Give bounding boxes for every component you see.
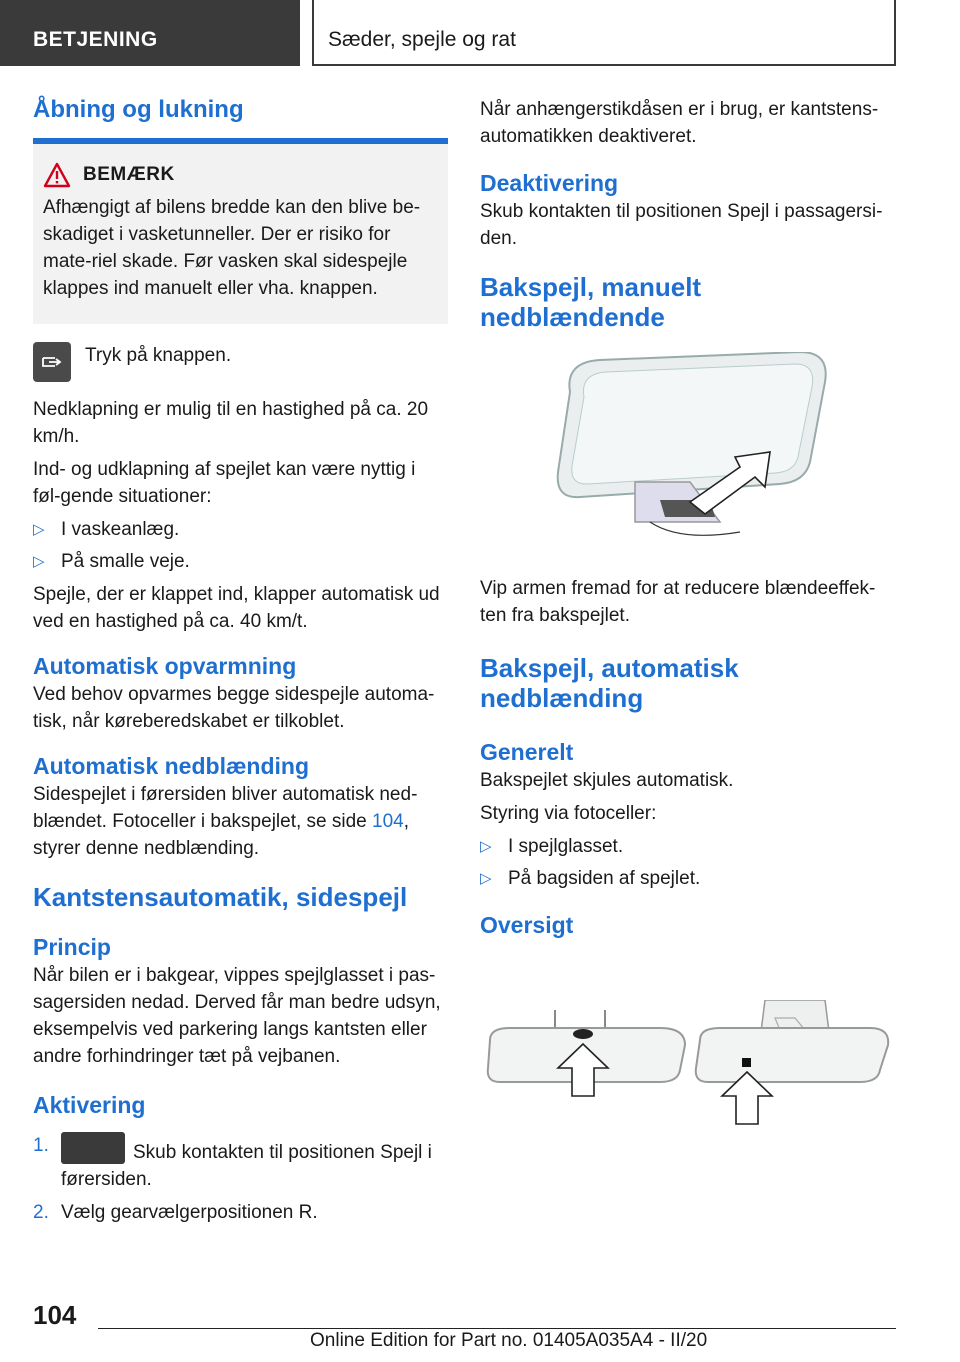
triangle-bullet-icon: ▷: [33, 553, 45, 570]
page-number: 104: [33, 1300, 77, 1330]
paragraph-manual: Vip armen fremad for at reducere blændeeffek-ten fra bakspejlet.: [480, 578, 876, 626]
note-box: [33, 144, 448, 324]
list-item: 2. Vælg gearvælgerpositionen R.: [33, 1202, 318, 1223]
paragraph-photocells: Styring via fotoceller:: [480, 803, 657, 824]
heading-auto-dimming: Automatisk nedblænding: [33, 753, 309, 779]
situations-list: [33, 516, 448, 575]
triangle-bullet-icon: ▷: [33, 521, 45, 538]
button-text: Tryk på knappen.: [85, 345, 232, 366]
edition-text: Online Edition for Part no. 01405A035A4 - II/20: [310, 1330, 708, 1351]
heading-automatic-dimming: Bakspejl, automatisk nedblænding: [480, 653, 739, 713]
heading-general: Generelt: [480, 739, 574, 765]
paragraph-speed: Nedklapning er mulig til en hastighed på ca. 20 km/h.: [33, 399, 429, 447]
triangle-bullet-icon: ▷: [480, 870, 492, 887]
mirror-photocells-overview-image: [480, 1000, 890, 1140]
paragraph-general: Bakspejlet skjules automatisk.: [480, 770, 734, 791]
note-text: Afhængigt af bilens bredde kan den blive be-skadiget i vasketunneller. Der er risiko for mate-riel skade. Før vasken skal sidespejle klappes ind manuelt eller vha. knappen.: [43, 197, 421, 299]
paragraph-auto-dimming: Sidespejlet i førersiden bliver automatisk ned-blændet. Fotoceller i bakspejlet, se side 104, styrer denne nedblænding.: [33, 784, 418, 859]
heading-activation: Aktivering: [33, 1092, 146, 1118]
mirror-fold-button-icon: [33, 342, 71, 382]
list-item: ▷ På bagsiden af spejlet.: [480, 865, 900, 892]
list-item: 1. Skub kontakten til positionen Spejl i førersiden.: [33, 1132, 448, 1193]
paragraph-auto-unfold: Spejle, der er klappet ind, klapper automatisk ud ved en hastighed på ca. 40 km/t.: [33, 584, 440, 632]
chapter-title: BETJENING: [33, 28, 158, 51]
mirror-switch-icon: [61, 1132, 125, 1164]
note-label: BEMÆRK: [83, 164, 175, 185]
triangle-bullet-icon: ▷: [480, 838, 492, 855]
heading-opening-closing: Åbning og lukning: [33, 96, 448, 144]
paragraph-auto-heating: Ved behov opvarmes begge sidespejle automa-tisk, når kørеberedskabet er tilkoblet.: [33, 684, 435, 732]
right-column: [480, 96, 900, 1145]
heading-principle: Princip: [33, 934, 111, 960]
heading-overview: Oversigt: [480, 912, 574, 938]
rearview-mirror-manual-image: [540, 352, 840, 552]
list-item: ▷ I vaskeanlæg.: [33, 516, 448, 543]
left-column: [33, 96, 448, 1232]
heading-curb-automatic: Kantstensautomatik, sidespejl: [33, 882, 408, 912]
page-link[interactable]: 104: [372, 811, 404, 832]
heading-manual-dimming: Bakspejl, manuelt nedblændende: [480, 272, 702, 332]
heading-auto-heating: Automatisk opvarmning: [33, 653, 297, 679]
section-title: Sæder, spejle og rat: [328, 28, 516, 51]
list-item: ▷ I spejlglasset.: [480, 833, 900, 860]
paragraph-trailer: Når anhængerstikdåsen er i brug, er kantstens-automatikken deaktiveret.: [480, 99, 879, 147]
activation-steps: [33, 1132, 448, 1226]
paragraph-principle: Når bilen er i bakgear, vippes spejlglasset i pas-sagersiden nedad. Derved får man bedre udsyn, eksempelvis ved parkering langs kantsten eller andre forhindringer tæt på vejbanen.: [33, 965, 441, 1067]
warning-icon: [43, 162, 71, 188]
photocells-list: [480, 833, 900, 892]
heading-deactivation: Deaktivering: [480, 170, 619, 196]
footer-divider: [98, 1328, 896, 1329]
paragraph-deactivation: Skub kontakten til positionen Spejl i passagersi-den.: [480, 201, 883, 249]
section-header: [312, 0, 896, 66]
chapter-tab: [0, 0, 300, 66]
button-instruction: [33, 342, 448, 382]
paragraph-situations: Ind- og udklapning af spejlet kan være nyttig i føl-gende situationer:: [33, 459, 416, 507]
list-item: ▷ På smalle veje.: [33, 548, 448, 575]
